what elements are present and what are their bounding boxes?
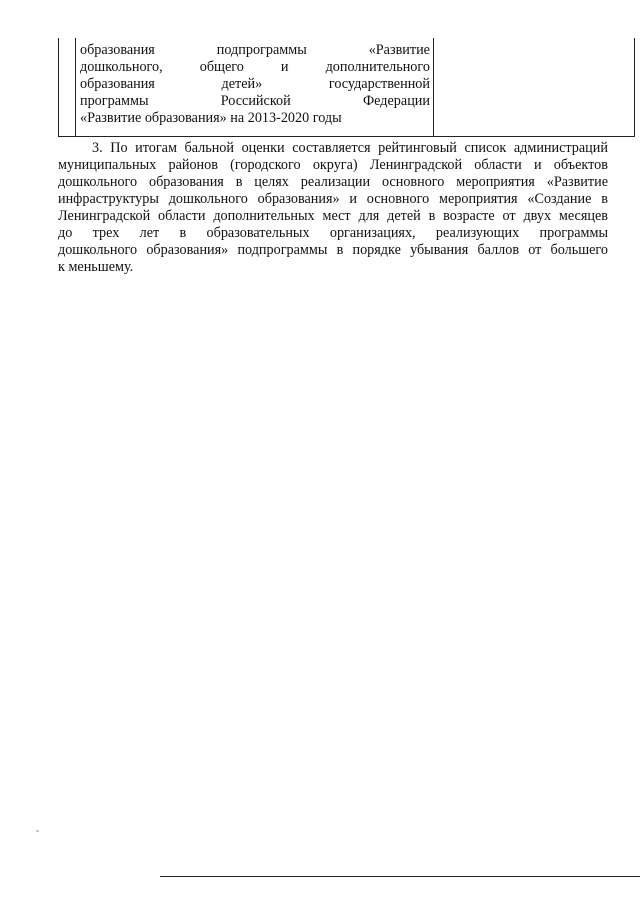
- word: детей: [387, 208, 421, 224]
- word: оценки: [241, 140, 285, 156]
- word: Ленинградской: [369, 157, 463, 173]
- word: трех: [92, 225, 120, 241]
- word: программы: [80, 93, 149, 109]
- word: в: [428, 208, 436, 224]
- bottom-rule: [160, 876, 640, 877]
- word: районов: [168, 157, 218, 173]
- word: основного: [381, 174, 445, 190]
- paragraph-line: [58, 208, 608, 225]
- table-cell-line: [80, 93, 430, 110]
- word: баллов: [477, 242, 520, 258]
- word: Федерации: [362, 93, 430, 109]
- word: и: [280, 59, 289, 75]
- word: порядке: [352, 242, 401, 258]
- word: и: [533, 157, 542, 173]
- table-cell-line: [80, 59, 430, 76]
- word: муниципальных: [58, 157, 157, 173]
- word: общего: [199, 59, 244, 75]
- word: подпрограммы: [237, 242, 328, 258]
- word: основного: [366, 191, 430, 207]
- word: в: [336, 242, 344, 258]
- word: дошкольного: [168, 191, 248, 207]
- word: мероприятия: [456, 174, 535, 190]
- word: до: [58, 225, 73, 241]
- word: «Создание: [527, 191, 592, 207]
- word: области: [158, 208, 206, 224]
- word: бальной: [184, 140, 234, 156]
- word: убывания: [410, 242, 469, 258]
- paragraph-line: [58, 140, 608, 157]
- word: от: [502, 208, 516, 224]
- word: Российской: [220, 93, 291, 109]
- word: целях: [254, 174, 289, 190]
- word: мероприятия: [439, 191, 518, 207]
- word: список: [464, 140, 507, 156]
- word: дошкольного: [58, 242, 138, 258]
- word: в: [179, 225, 187, 241]
- word: рейтинговый: [378, 140, 457, 156]
- word: области: [474, 157, 522, 173]
- word: «Развитие: [546, 174, 608, 190]
- word: и: [349, 191, 357, 207]
- table-number-column: [59, 38, 76, 136]
- paragraph-line: [58, 191, 608, 208]
- word: 3.: [92, 140, 103, 156]
- word: мест: [322, 208, 351, 224]
- table-text-cell: [76, 38, 434, 136]
- word: «Развитие: [368, 42, 430, 58]
- word: в: [235, 174, 243, 190]
- word: образования: [149, 174, 224, 190]
- word: дополнительных: [213, 208, 315, 224]
- word: для: [358, 208, 380, 224]
- word: лет: [139, 225, 160, 241]
- word: дополнительного: [325, 59, 430, 75]
- word: реализации: [300, 174, 371, 190]
- word: в: [601, 191, 608, 207]
- word: администраций: [513, 140, 608, 156]
- word: от: [528, 242, 542, 258]
- word: составляется: [292, 140, 371, 156]
- word: (городского: [230, 157, 301, 173]
- table-fragment: [58, 38, 635, 137]
- table-cell-line: [80, 42, 430, 59]
- table-empty-cell: [434, 38, 634, 136]
- paragraph-line: [58, 174, 608, 191]
- word: округа): [312, 157, 358, 173]
- paragraph-line: к меньшему.: [58, 259, 134, 275]
- word: образования: [80, 76, 155, 92]
- word: итогам: [135, 140, 177, 156]
- word: инфраструктуры: [58, 191, 159, 207]
- word: организациях,: [329, 225, 416, 241]
- word: образования»: [146, 242, 229, 258]
- word: программы: [539, 225, 608, 241]
- paragraph-line: [58, 157, 608, 174]
- word: двух: [523, 208, 552, 224]
- word: образования: [80, 42, 155, 58]
- paragraph-line: [58, 242, 608, 259]
- word: возрасте: [443, 208, 495, 224]
- word: месяцев: [558, 208, 608, 224]
- word: образования»: [257, 191, 340, 207]
- scan-speck: [36, 830, 39, 832]
- paragraph-3: [58, 140, 608, 276]
- word: По: [110, 140, 128, 156]
- word: реализующих: [435, 225, 520, 241]
- table-cell-line: «Развитие образования» на 2013-2020 годы: [80, 110, 342, 126]
- table-cell-line: [80, 76, 430, 93]
- paragraph-line: [58, 225, 608, 242]
- word: Ленинградской: [58, 208, 151, 224]
- word: дошкольного,: [80, 59, 163, 75]
- word: большего: [550, 242, 608, 258]
- word: дошкольного: [58, 174, 138, 190]
- word: государственной: [328, 76, 430, 92]
- word: объектов: [553, 157, 608, 173]
- word: детей»: [221, 76, 263, 92]
- word: образовательных: [206, 225, 310, 241]
- word: подпрограммы: [216, 42, 307, 58]
